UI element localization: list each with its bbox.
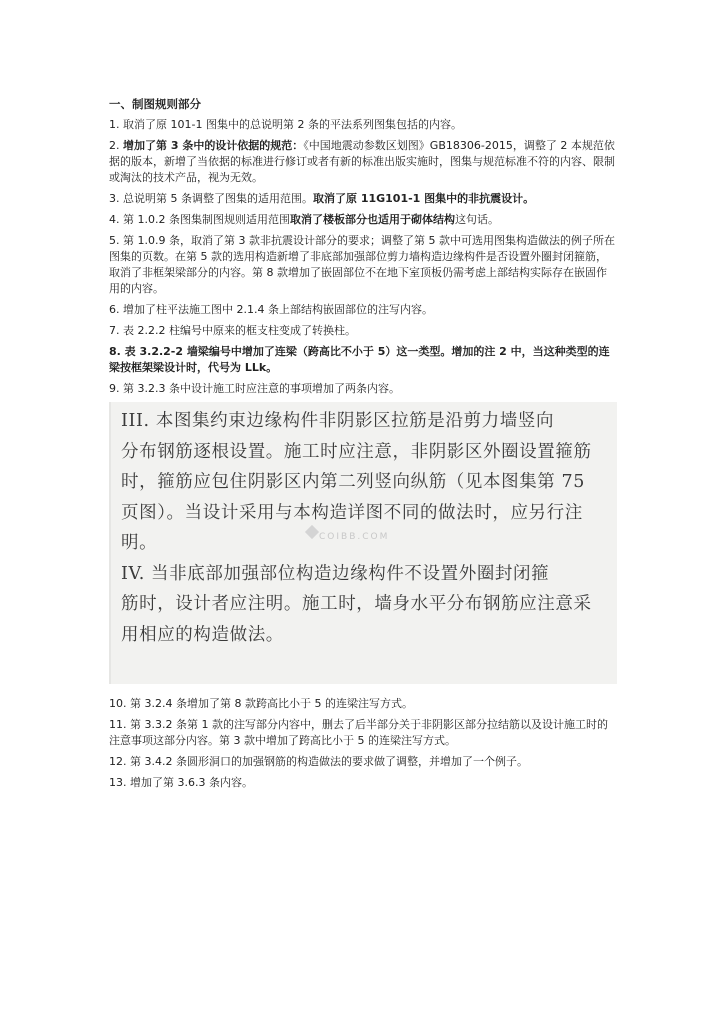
scan-line: 页图）。当设计采用与本构造详图不同的做法时，应另行注 (121, 502, 583, 523)
item-text: 4. 第 1.0.2 条图集制图规则适用范围 (109, 213, 290, 226)
scan-line: III. 本图集约束边缘构件非阴影区拉筋是沿剪力墙竖向 (121, 411, 555, 431)
item-text: 3. 总说明第 5 条调整了图集的适用范围。 (109, 192, 313, 205)
scan-line: 筋时，设计者应注明。施工时，墙身水平分布钢筋应注意采 (121, 594, 592, 614)
scan-line: IV. 当非底部加强部位构造边缘构件不设置外圈封闭箍 (121, 563, 550, 584)
item-text: 1. 取消了原 101-1 图集中的总说明第 2 条的平法系列图集包括的内容。 (109, 118, 462, 131)
scan-line: 明。 (121, 533, 158, 553)
item-text: 7. 表 2.2.2 柱编号中原来的框支柱变成了转换柱。 (109, 324, 356, 337)
item-text: 2. (109, 139, 123, 152)
change-list-item (109, 117, 617, 133)
change-list (109, 117, 617, 397)
scan-line: 时，箍筋应包住阴影区内第二列竖向纵筋（见本图集第 75 (121, 472, 586, 492)
document-page (109, 96, 617, 796)
item-text: 12. 第 3.4.2 条圆形洞口的加强钢筋的构造做法的要求做了调整，并增加了一个例子。 (109, 755, 528, 768)
item-text: 9. 第 3.2.3 条中设计施工时应注意的事项增加了两条内容。 (109, 382, 400, 395)
change-list-item (109, 323, 617, 339)
change-list-item (109, 138, 617, 186)
change-list-item (109, 191, 617, 207)
emphasized-text: 增加了第 3 条中的设计依据的规范： (123, 139, 304, 152)
section-heading: 一、制图规则部分 (109, 97, 201, 111)
watermark-text: COIBB.COM (319, 532, 390, 542)
change-list-item (109, 775, 617, 791)
scanned-excerpt-image (109, 402, 617, 684)
change-list-item (109, 302, 617, 318)
emphasized-text: 取消了楼板部分也适用于砌体结构 (289, 213, 455, 226)
change-list-continued (109, 696, 617, 791)
change-list-item (109, 212, 617, 228)
item-text: 11. 第 3.3.2 条第 1 款的注写部分内容中，删去了后半部分关于非阴影区部分拉结筋以及设计施工时的注意事项这部分内容。第 3 款中增加了跨高比小于 5 的连梁注写方式。 (109, 718, 608, 747)
item-text: 6. 增加了柱平法施工图中 2.1.4 条上部结构嵌固部位的注写内容。 (109, 303, 433, 316)
change-list-item (109, 696, 617, 712)
item-text: 5. 第 1.0.9 条，取消了第 3 款非抗震设计部分的要求；调整了第 5 款中可选用图集构造做法的例子所在图集的页数。在第 5 款的选用构造新增了非底部加强部位剪力墙构造边缘构件是否设置外圈封闭箍筋，取消了非框架梁部分的内容。第 8 款增加了嵌固部位不在地下室顶板仍需考虑上部结构实际存在嵌固作用的内容。 (109, 234, 615, 295)
change-list-item (109, 754, 617, 770)
change-list-item (109, 344, 617, 376)
emphasized-text: 取消了原 11G101-1 图集中的非抗震设计。 (312, 192, 535, 205)
item-text: 《中国地震动参数区划图》GB18306-2015，调整了 2 本规范依据的版本，新增了当依据的标准进行修订或者有新的标准出版实施时，图集与规范标准不符的内容、限制或淘汰的技术产品，视为无效。 (109, 139, 615, 184)
scan-line: 分布钢筋逐根设置。施工时应注意，非阴影区外圈设置箍筋 (121, 441, 592, 462)
change-list-item (109, 717, 617, 749)
item-text: 13. 增加了第 3.6.3 条内容。 (109, 776, 253, 789)
item-text: 10. 第 3.2.4 条增加了第 8 款跨高比小于 5 的连梁注写方式。 (109, 697, 413, 710)
scanned-excerpt-text (121, 406, 611, 650)
emphasized-text: 8. 表 3.2.2-2 墙梁编号中增加了连梁（跨高比不小于 5）这一类型。增加的注 2 中，当这种类型的连梁按框架梁设计时，代号为 LLk。 (109, 345, 610, 374)
change-list-item (109, 233, 617, 297)
change-list-item (109, 381, 617, 397)
scan-line: 用相应的构造做法。 (121, 624, 284, 645)
item-text: 这句话。 (454, 213, 499, 226)
